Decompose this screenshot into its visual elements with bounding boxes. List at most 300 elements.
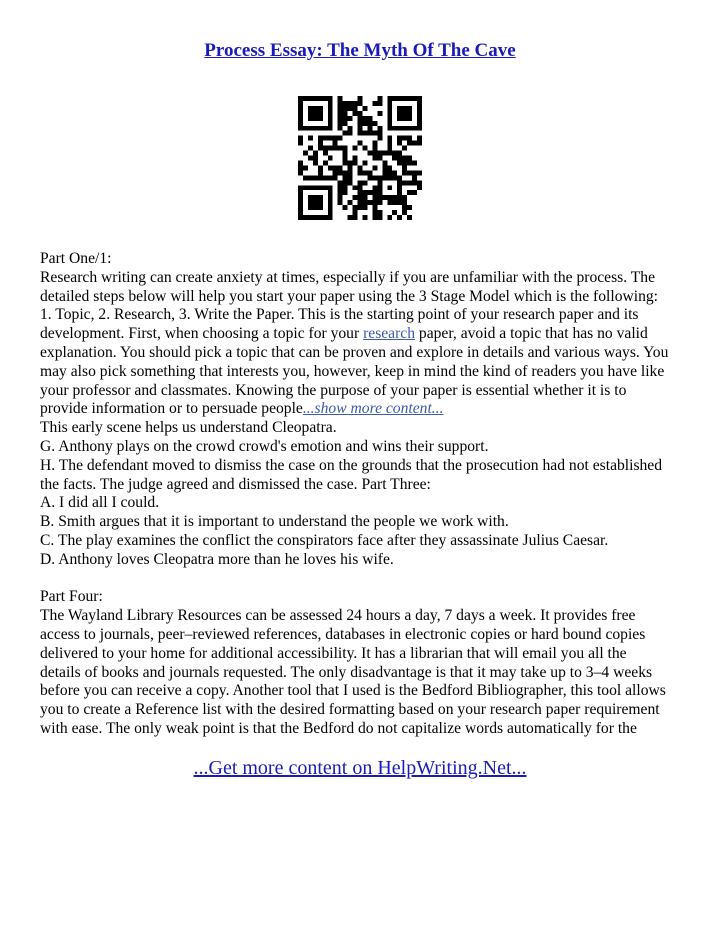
qr-module <box>318 170 323 175</box>
qr-module <box>417 111 422 116</box>
qr-module <box>377 111 382 116</box>
qr-module <box>362 195 367 200</box>
qr-module <box>372 146 377 151</box>
paragraph-line: Part One/1: <box>40 250 112 267</box>
qr-module <box>323 215 328 220</box>
qr-module <box>313 111 318 116</box>
qr-module <box>333 146 338 151</box>
qr-module <box>308 126 313 131</box>
qr-module <box>333 136 338 141</box>
qr-module <box>407 156 412 161</box>
qr-module <box>343 175 348 180</box>
qr-module <box>402 96 407 101</box>
qr-module <box>343 170 348 175</box>
paragraph-line: A. I did all I could. <box>40 494 160 512</box>
qr-module <box>377 101 382 106</box>
qr-module <box>402 126 407 131</box>
qr-module <box>402 156 407 161</box>
qr-module <box>387 175 392 180</box>
article-body <box>40 250 690 739</box>
qr-module <box>407 205 412 210</box>
qr-module <box>397 185 402 190</box>
qr-module <box>412 175 417 180</box>
qr-module <box>353 205 358 210</box>
qr-module <box>358 195 363 200</box>
qr-module <box>417 101 422 106</box>
qr-module <box>343 156 348 161</box>
qr-module <box>353 111 358 116</box>
qr-module <box>298 111 303 116</box>
qr-module <box>387 165 392 170</box>
qr-module <box>303 165 308 170</box>
qr-module <box>358 131 363 136</box>
qr-module <box>323 185 328 190</box>
qr-module <box>303 151 308 156</box>
paragraph-line: may also pick something that interests you, however, keep in mind the kind of readers you have like <box>40 362 665 380</box>
qr-module <box>348 170 353 175</box>
qr-module <box>298 165 303 170</box>
qr-module <box>323 175 328 180</box>
qr-module <box>303 96 308 101</box>
paragraph-line: details of books and journals requested. The only disadvantage is that it may take up to 3–4 weeks <box>40 663 653 681</box>
qr-module <box>387 96 392 101</box>
qr-module <box>417 180 422 185</box>
qr-module <box>338 101 343 106</box>
qr-module <box>367 126 372 131</box>
qr-module <box>298 185 303 190</box>
qr-module <box>397 190 402 195</box>
qr-module <box>358 116 363 121</box>
qr-module <box>318 205 323 210</box>
qr-module <box>328 111 333 116</box>
qr-module <box>358 200 363 205</box>
title-link[interactable]: Process Essay: The Myth Of The Cave <box>204 40 516 61</box>
qr-module <box>407 141 412 146</box>
qr-module <box>362 131 367 136</box>
qr-module <box>407 136 412 141</box>
qr-module <box>397 175 402 180</box>
qr-module <box>358 185 363 190</box>
qr-module <box>298 200 303 205</box>
qr-module <box>397 141 402 146</box>
qr-module <box>343 106 348 111</box>
qr-module <box>343 131 348 136</box>
qr-module <box>298 101 303 106</box>
qr-module <box>318 215 323 220</box>
qr-module <box>298 160 303 165</box>
qr-module <box>313 126 318 131</box>
qr-module <box>412 126 417 131</box>
qr-module <box>333 141 338 146</box>
qr-module <box>318 116 323 121</box>
qr-module <box>412 170 417 175</box>
qr-module <box>328 126 333 131</box>
qr-module <box>308 195 313 200</box>
qr-module <box>377 131 382 136</box>
qr-module <box>298 170 303 175</box>
qr-module <box>382 170 387 175</box>
qr-module <box>362 160 367 165</box>
qr-module <box>367 131 372 136</box>
paragraph-line: delivered to your home for additional accessibility. It has a librarian that will email you all the <box>40 644 627 662</box>
qr-module <box>362 106 367 111</box>
qr-module <box>298 195 303 200</box>
qr-module <box>353 146 358 151</box>
qr-module <box>407 111 412 116</box>
paragraph-line <box>40 325 690 344</box>
qr-module <box>308 156 313 161</box>
qr-module <box>402 210 407 215</box>
qr-module <box>402 200 407 205</box>
qr-module <box>392 126 397 131</box>
qr-module <box>407 160 412 165</box>
qr-module <box>328 185 333 190</box>
research-link[interactable]: research <box>363 325 416 343</box>
paragraph-line: D. Anthony loves Cleopatra more than he loves his wife. <box>40 550 394 568</box>
qr-module <box>303 185 308 190</box>
qr-module <box>298 121 303 126</box>
qr-module <box>328 210 333 215</box>
qr-module <box>402 111 407 116</box>
qr-module <box>318 96 323 101</box>
qr-module <box>318 195 323 200</box>
qr-module <box>372 141 377 146</box>
qr-module <box>313 185 318 190</box>
get-more-content-link[interactable]: ...Get more content on HelpWriting.Net... <box>193 757 527 779</box>
qr-module <box>362 116 367 121</box>
qr-module <box>358 180 363 185</box>
qr-module <box>377 151 382 156</box>
qr-module <box>417 136 422 141</box>
qr-module <box>358 170 363 175</box>
qr-module <box>367 175 372 180</box>
qr-module <box>392 200 397 205</box>
qr-module <box>323 136 328 141</box>
qr-module <box>362 190 367 195</box>
qr-module <box>402 106 407 111</box>
qr-module <box>358 96 363 101</box>
qr-module <box>372 156 377 161</box>
qr-module <box>348 131 353 136</box>
qr-module <box>328 215 333 220</box>
qr-module <box>397 200 402 205</box>
qr-module <box>372 165 377 170</box>
qr-module <box>348 116 353 121</box>
qr-module <box>353 160 358 165</box>
qr-module <box>308 200 313 205</box>
qr-module <box>387 185 392 190</box>
qr-module <box>298 126 303 131</box>
qr-module <box>417 141 422 146</box>
qr-module <box>392 96 397 101</box>
qr-module <box>338 136 343 141</box>
qr-module <box>343 146 348 151</box>
qr-module <box>377 126 382 131</box>
paragraph-line: detailed steps below will help you start your paper using the 3 Stage Model which is the following: <box>40 287 659 305</box>
qr-module <box>338 106 343 111</box>
qr-module <box>382 175 387 180</box>
qr-module <box>343 111 348 116</box>
qr-module <box>377 190 382 195</box>
qr-module <box>372 131 377 136</box>
qr-module <box>377 96 382 101</box>
qr-module <box>348 126 353 131</box>
qr-module <box>343 180 348 185</box>
paragraph-line: C. The play examines the conflict the conspirators face after they assassinate Julius Caesar. <box>40 531 609 549</box>
qr-module <box>353 195 358 200</box>
qr-module <box>377 210 382 215</box>
qr-module <box>407 190 412 195</box>
qr-module <box>328 175 333 180</box>
paragraph-line: with ease. The only weak point is that the Bedford do not capitalize words automatically for the <box>40 719 637 737</box>
qr-code-icon <box>298 96 422 220</box>
qr-module <box>362 180 367 185</box>
qr-module <box>313 160 318 165</box>
qr-module <box>377 136 382 141</box>
qr-module <box>328 146 333 151</box>
qr-module <box>328 190 333 195</box>
qr-module <box>308 185 313 190</box>
qr-module <box>402 136 407 141</box>
qr-module <box>313 215 318 220</box>
qr-module <box>328 116 333 121</box>
qr-module <box>412 190 417 195</box>
qr-module <box>387 141 392 146</box>
qr-module <box>298 106 303 111</box>
qr-module <box>397 111 402 116</box>
qr-module <box>417 170 422 175</box>
qr-module <box>328 96 333 101</box>
qr-module <box>407 170 412 175</box>
qr-module <box>313 106 318 111</box>
qr-module <box>313 175 318 180</box>
paragraph-line <box>40 400 690 419</box>
text-segment: development. First, when choosing a topic for your <box>40 325 364 343</box>
qr-module <box>412 180 417 185</box>
paragraph-line: your professor and classmates. Knowing the purpose of your paper is essential whether it is to <box>40 381 627 399</box>
qr-module <box>387 151 392 156</box>
qr-module <box>372 210 377 215</box>
qr-module <box>318 106 323 111</box>
qr-module <box>343 121 348 126</box>
qr-module <box>338 180 343 185</box>
qr-module <box>298 96 303 101</box>
qr-module <box>348 106 353 111</box>
qr-module <box>367 200 372 205</box>
qr-module <box>343 190 348 195</box>
qr-module <box>417 96 422 101</box>
qr-module <box>372 121 377 126</box>
qr-module <box>353 101 358 106</box>
qr-module <box>402 165 407 170</box>
qr-module <box>308 146 313 151</box>
qr-module <box>387 195 392 200</box>
qr-module <box>323 146 328 151</box>
qr-module <box>392 175 397 180</box>
qr-module <box>308 136 313 141</box>
qr-module <box>372 175 377 180</box>
qr-module <box>318 185 323 190</box>
paragraph-line: G. Anthony plays on the crowd crowd's emotion and wins their support. <box>40 437 489 455</box>
qr-module <box>298 136 303 141</box>
qr-module <box>318 111 323 116</box>
qr-module <box>362 215 367 220</box>
paragraph-line: explanation. You should pick a topic that can be proven and explore in details and various ways. You <box>40 343 669 361</box>
text-segment: paper, avoid a topic that has no valid <box>415 325 648 343</box>
qr-module <box>377 200 382 205</box>
qr-module <box>392 210 397 215</box>
qr-module <box>358 121 363 126</box>
qr-module <box>298 210 303 215</box>
qr-module <box>372 190 377 195</box>
qr-module <box>387 170 392 175</box>
qr-module <box>358 126 363 131</box>
qr-module <box>407 106 412 111</box>
qr-module <box>382 151 387 156</box>
qr-module <box>348 160 353 165</box>
qr-module <box>358 101 363 106</box>
paragraph-line: Part Four: <box>40 588 103 606</box>
qr-module <box>367 190 372 195</box>
qr-module <box>402 116 407 121</box>
qr-module <box>377 180 382 185</box>
qr-module <box>348 165 353 170</box>
paragraph-line: you to create a Reference list with the desired formatting based on your research paper requirement <box>40 701 660 719</box>
qr-module <box>328 195 333 200</box>
qr-module <box>343 205 348 210</box>
qr-module <box>382 160 387 165</box>
qr-module <box>372 195 377 200</box>
qr-module <box>397 160 402 165</box>
qr-module <box>402 205 407 210</box>
paragraph-line: Research writing can create anxiety at times, especially if you are unfamiliar with the process. The <box>40 268 655 286</box>
qr-module <box>308 111 313 116</box>
show-more-link[interactable]: ...show more content... <box>302 400 444 418</box>
qr-module <box>328 205 333 210</box>
qr-module <box>397 180 402 185</box>
qr-module <box>387 116 392 121</box>
qr-module <box>407 180 412 185</box>
qr-module <box>303 126 308 131</box>
qr-module <box>338 111 343 116</box>
qr-module <box>353 215 358 220</box>
qr-module <box>313 116 318 121</box>
paragraph-line: B. Smith argues that it is important to understand the people we work with. <box>40 513 509 531</box>
qr-module <box>313 156 318 161</box>
qr-module <box>402 195 407 200</box>
qr-module <box>303 175 308 180</box>
qr-module <box>392 151 397 156</box>
qr-module <box>313 195 318 200</box>
qr-module <box>303 215 308 220</box>
qr-module <box>402 146 407 151</box>
qr-module <box>397 215 402 220</box>
qr-module <box>402 180 407 185</box>
qr-module <box>382 195 387 200</box>
qr-module <box>392 195 397 200</box>
qr-module <box>387 111 392 116</box>
qr-module <box>338 200 343 205</box>
qr-module <box>397 106 402 111</box>
qr-module <box>353 156 358 161</box>
qr-module <box>343 101 348 106</box>
qr-module <box>338 121 343 126</box>
qr-module <box>362 170 367 175</box>
qr-module <box>387 136 392 141</box>
qr-module <box>358 165 363 170</box>
qr-module <box>323 96 328 101</box>
qr-module <box>323 126 328 131</box>
qr-module <box>338 126 343 131</box>
qr-module <box>298 141 303 146</box>
qr-module <box>298 215 303 220</box>
qr-module <box>318 165 323 170</box>
qr-module <box>412 160 417 165</box>
qr-module <box>377 156 382 161</box>
qr-module <box>377 195 382 200</box>
qr-module <box>407 215 412 220</box>
qr-module <box>353 210 358 215</box>
qr-module <box>412 141 417 146</box>
qr-module <box>358 205 363 210</box>
qr-module <box>417 126 422 131</box>
qr-module <box>348 101 353 106</box>
qr-module <box>397 136 402 141</box>
paragraph-line: This early scene helps us understand Cleopatra. <box>40 419 337 437</box>
qr-module <box>328 200 333 205</box>
qr-module <box>387 101 392 106</box>
qr-module <box>412 96 417 101</box>
qr-module <box>417 106 422 111</box>
qr-module <box>407 96 412 101</box>
qr-module <box>308 175 313 180</box>
qr-module <box>362 121 367 126</box>
qr-module <box>407 126 412 131</box>
qr-module <box>407 116 412 121</box>
qr-module <box>417 116 422 121</box>
qr-module <box>367 121 372 126</box>
qr-module <box>372 205 377 210</box>
footer <box>0 755 720 781</box>
qr-module <box>298 116 303 121</box>
qr-module <box>348 215 353 220</box>
qr-module <box>367 170 372 175</box>
paragraph-gap <box>40 570 690 589</box>
qr-module <box>348 175 353 180</box>
qr-module <box>328 121 333 126</box>
page-title <box>0 39 720 63</box>
qr-module <box>358 111 363 116</box>
qr-module <box>372 151 377 156</box>
qr-module <box>367 116 372 121</box>
qr-module <box>382 165 387 170</box>
qr-module <box>353 106 358 111</box>
qr-module <box>402 170 407 175</box>
qr-module <box>348 180 353 185</box>
qr-module <box>362 200 367 205</box>
qr-module <box>328 165 333 170</box>
qr-module <box>392 170 397 175</box>
qr-module <box>318 136 323 141</box>
qr-module <box>353 185 358 190</box>
qr-module <box>328 106 333 111</box>
qr-module <box>372 200 377 205</box>
qr-module <box>323 160 328 165</box>
qr-module <box>397 116 402 121</box>
qr-module <box>397 156 402 161</box>
qr-module <box>308 116 313 121</box>
qr-module <box>308 215 313 220</box>
